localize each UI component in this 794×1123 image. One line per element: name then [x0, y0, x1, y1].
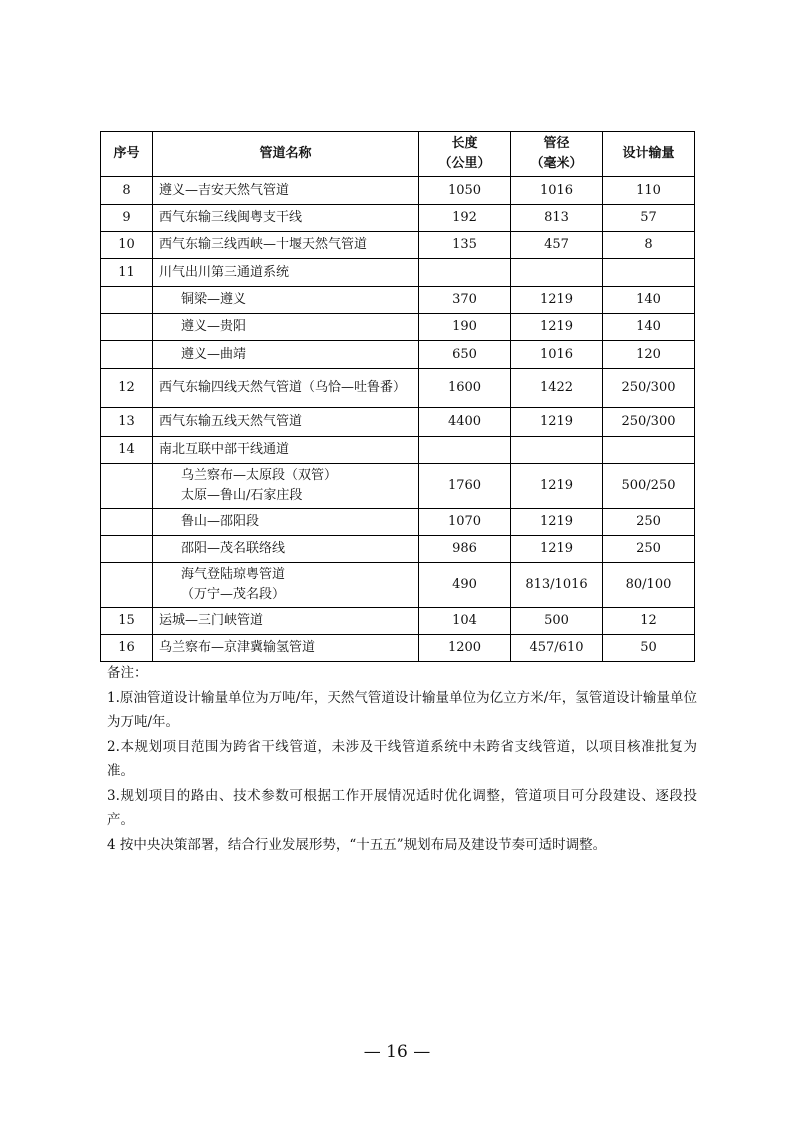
cell-name: 邵阳—茂名联络线 — [153, 536, 419, 563]
cell-diameter — [511, 437, 603, 464]
table-row — [101, 177, 695, 205]
cell-diameter: 457 — [511, 232, 603, 259]
cell-no: 10 — [101, 232, 153, 259]
cell-capacity — [603, 259, 695, 287]
table-row — [101, 563, 695, 608]
cell-diameter: 1422 — [511, 369, 603, 408]
header-name: 管道名称 — [153, 132, 419, 177]
cell-no: 8 — [101, 177, 153, 205]
cell-capacity: 57 — [603, 205, 695, 232]
cell-name: 乌兰察布—京津冀输氢管道 — [153, 635, 419, 662]
header-diameter — [511, 132, 603, 177]
cell-diameter: 500 — [511, 608, 603, 635]
cell-no — [101, 464, 153, 509]
cell-capacity: 8 — [603, 232, 695, 259]
cell-diameter: 1219 — [511, 314, 603, 341]
table-row — [101, 259, 695, 287]
notes-section — [107, 661, 697, 857]
cell-capacity: 120 — [603, 341, 695, 369]
table-row — [101, 608, 695, 635]
cell-diameter: 1219 — [511, 287, 603, 314]
cell-diameter: 1016 — [511, 177, 603, 205]
cell-capacity — [603, 437, 695, 464]
cell-name: 西气东输四线天然气管道（乌恰—吐鲁番） — [153, 369, 419, 408]
cell-diameter: 1219 — [511, 464, 603, 509]
header-no: 序号 — [101, 132, 153, 177]
cell-length: 490 — [419, 563, 511, 608]
cell-capacity: 250/300 — [603, 408, 695, 437]
cell-no: 11 — [101, 259, 153, 287]
table-header-row — [101, 132, 695, 177]
cell-no — [101, 287, 153, 314]
note-item-3: 3.规划项目的路由、技术参数可根据工作开展情况适时优化调整，管道项目可分段建设、逐段投产。 — [107, 787, 697, 828]
cell-diameter: 813/1016 — [511, 563, 603, 608]
cell-no — [101, 509, 153, 536]
table-row — [101, 464, 695, 509]
cell-length: 1070 — [419, 509, 511, 536]
cell-capacity: 80/100 — [603, 563, 695, 608]
cell-diameter: 813 — [511, 205, 603, 232]
table-row — [101, 314, 695, 341]
table-row — [101, 509, 695, 536]
cell-capacity: 50 — [603, 635, 695, 662]
cell-length: 192 — [419, 205, 511, 232]
cell-no: 15 — [101, 608, 153, 635]
cell-capacity: 140 — [603, 287, 695, 314]
cell-diameter: 457/610 — [511, 635, 603, 662]
cell-no: 12 — [101, 369, 153, 408]
cell-name-line2: （万宁—茂名段） — [181, 587, 286, 602]
header-diameter-label: 管径 — [543, 136, 570, 151]
cell-name: 遵义—曲靖 — [153, 341, 419, 369]
cell-no — [101, 563, 153, 608]
cell-name: 遵义—吉安天然气管道 — [153, 177, 419, 205]
cell-capacity: 500/250 — [603, 464, 695, 509]
cell-name: 鲁山—邵阳段 — [153, 509, 419, 536]
cell-capacity: 12 — [603, 608, 695, 635]
cell-name: 遵义—贵阳 — [153, 314, 419, 341]
cell-capacity: 250 — [603, 509, 695, 536]
cell-name: 西气东输五线天然气管道 — [153, 408, 419, 437]
cell-length: 1050 — [419, 177, 511, 205]
table-row — [101, 232, 695, 259]
header-diameter-unit: （毫米） — [530, 156, 583, 171]
cell-length — [419, 437, 511, 464]
page-number: — 16 — — [363, 1042, 431, 1062]
cell-name: 川气出川第三通道系统 — [153, 259, 419, 287]
header-length-unit: （公里） — [438, 156, 491, 171]
cell-name: 南北互联中部干线通道 — [153, 437, 419, 464]
table-row — [101, 635, 695, 662]
header-length — [419, 132, 511, 177]
cell-length: 1600 — [419, 369, 511, 408]
cell-name-line1: 海气登陆琼粤管道 — [181, 567, 286, 582]
table-row — [101, 408, 695, 437]
cell-capacity: 250/300 — [603, 369, 695, 408]
cell-no — [101, 341, 153, 369]
table-row — [101, 536, 695, 563]
cell-diameter: 1219 — [511, 408, 603, 437]
cell-name: 西气东输三线闽粤支干线 — [153, 205, 419, 232]
cell-no — [101, 314, 153, 341]
cell-name-line1: 乌兰察布—太原段（双管） — [181, 468, 338, 483]
cell-name-line2: 太原—鲁山/石家庄段 — [181, 488, 303, 503]
cell-name: 运城—三门峡管道 — [153, 608, 419, 635]
table-row — [101, 437, 695, 464]
table-row — [101, 369, 695, 408]
cell-length: 650 — [419, 341, 511, 369]
note-item-4: 4 按中央决策部署，结合行业发展形势，“十五五”规划布局及建设节奏可适时调整。 — [107, 836, 607, 853]
cell-length: 4400 — [419, 408, 511, 437]
cell-name: 西气东输三线西峡—十堰天然气管道 — [153, 232, 419, 259]
cell-length: 104 — [419, 608, 511, 635]
cell-length: 986 — [419, 536, 511, 563]
cell-name — [153, 464, 419, 509]
pipeline-table — [100, 131, 695, 662]
cell-capacity: 140 — [603, 314, 695, 341]
cell-diameter: 1219 — [511, 536, 603, 563]
cell-no: 13 — [101, 408, 153, 437]
cell-length: 190 — [419, 314, 511, 341]
cell-no — [101, 536, 153, 563]
cell-no: 16 — [101, 635, 153, 662]
cell-diameter — [511, 259, 603, 287]
cell-capacity: 250 — [603, 536, 695, 563]
cell-diameter: 1016 — [511, 341, 603, 369]
cell-length: 370 — [419, 287, 511, 314]
table-body — [101, 177, 695, 662]
header-capacity: 设计输量 — [603, 132, 695, 177]
cell-no: 14 — [101, 437, 153, 464]
note-item-2: 2.本规划项目范围为跨省干线管道，未涉及干线管道系统中未跨省支线管道，以项目核准批复为准。 — [107, 738, 697, 779]
cell-diameter: 1219 — [511, 509, 603, 536]
cell-length: 1200 — [419, 635, 511, 662]
cell-length — [419, 259, 511, 287]
cell-length: 135 — [419, 232, 511, 259]
cell-name: 铜梁—遵义 — [153, 287, 419, 314]
header-length-label: 长度 — [451, 136, 478, 151]
cell-length: 1760 — [419, 464, 511, 509]
notes-heading: 备注： — [107, 665, 148, 681]
cell-name — [153, 563, 419, 608]
table-row — [101, 341, 695, 369]
cell-no: 9 — [101, 205, 153, 232]
note-item-1: 1.原油管道设计输量单位为万吨/年，天然气管道设计输量单位为亿立方米/年，氢管道设计输量单位为万吨/年。 — [107, 689, 697, 730]
table-row — [101, 205, 695, 232]
cell-capacity: 110 — [603, 177, 695, 205]
table-row — [101, 287, 695, 314]
